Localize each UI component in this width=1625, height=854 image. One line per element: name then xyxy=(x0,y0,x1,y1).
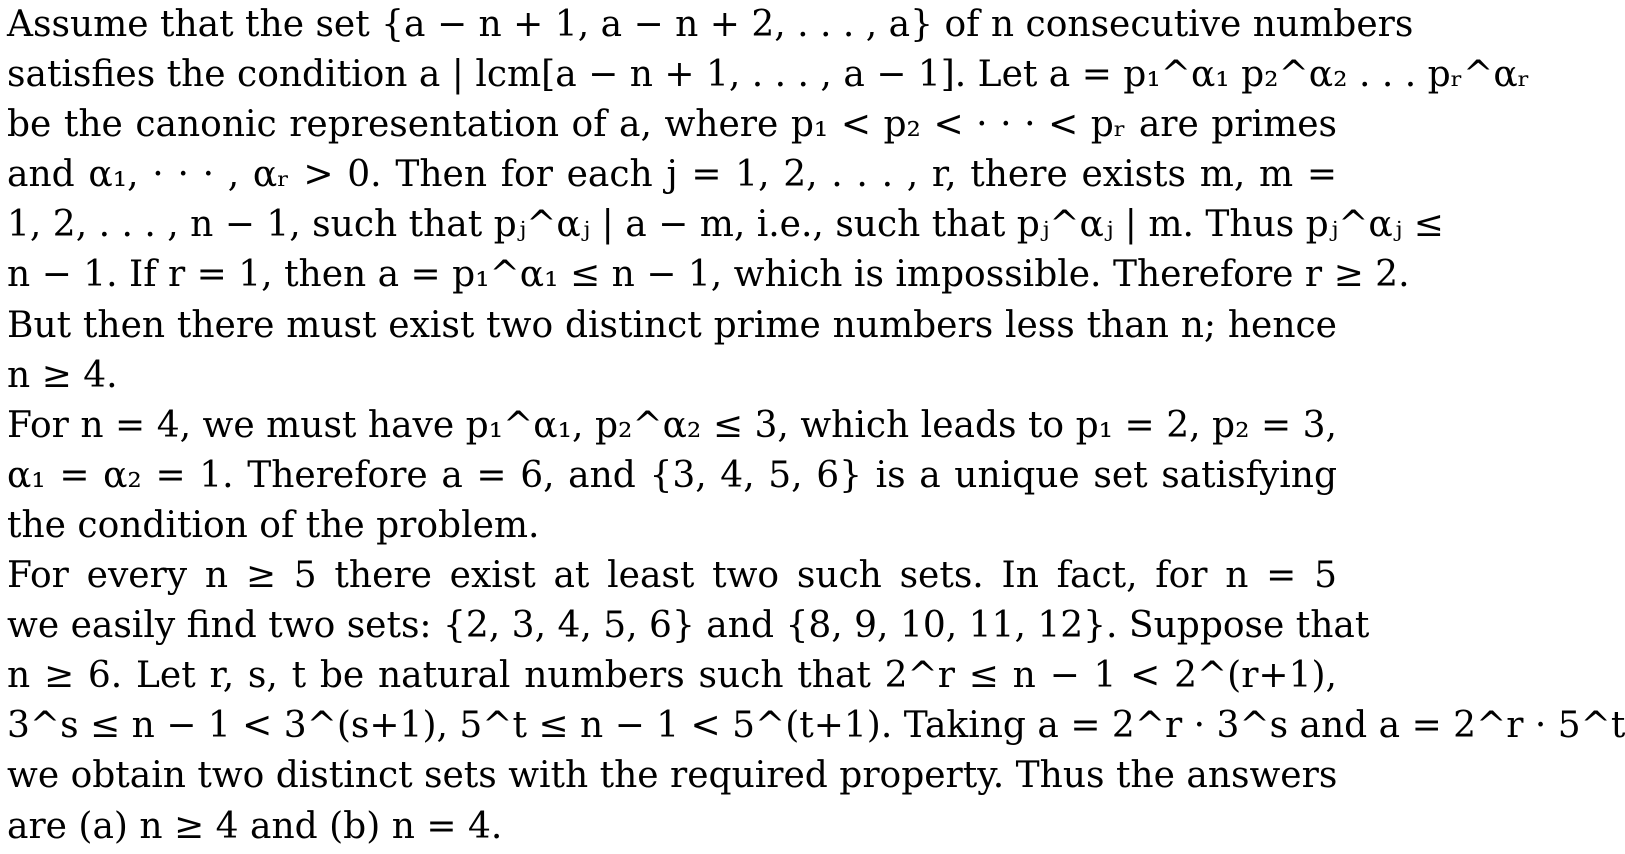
text-line: But then there must exist two distinct prime numbers less than n; hence xyxy=(7,304,1337,346)
text-line: For every n ≥ 5 there exist at least two such sets. In fact, for n = 5 xyxy=(7,555,1337,597)
text-line: we obtain two distinct sets with the required property. Thus the answers xyxy=(7,755,1338,797)
paragraph-case-n5-and-answer xyxy=(7,551,1625,852)
text-line: α₁ = α₂ = 1. Therefore a = 6, and {3, 4, 5, 6} is a unique set satisfying xyxy=(7,454,1337,496)
text-line: n ≥ 6. Let r, s, t be natural numbers such that 2^r ≤ n − 1 < 2^(r+1), xyxy=(7,655,1337,697)
text-line: Assume that the set {a − n + 1, a − n + 2, . . . , a} of n consecutive numbers xyxy=(7,4,1414,45)
paragraph-case-n4 xyxy=(7,401,1337,551)
text-line: be the canonic representation of a, where p₁ < p₂ < · · · < pᵣ are primes xyxy=(7,104,1337,146)
text-line: n − 1. If r = 1, then a = p₁^α₁ ≤ n − 1, which is impossible. Therefore r ≥ 2. xyxy=(7,254,1410,296)
text-line: satisfies the condition a | lcm[a − n + 1, . . . , a − 1]. Let a = p₁^α₁ p₂^α₂ . . . pᵣ^αᵣ xyxy=(7,54,1531,96)
text-line: are (a) n ≥ 4 and (b) n = 4. xyxy=(7,805,503,847)
text-line: we easily find two sets: {2, 3, 4, 5, 6} and {8, 9, 10, 11, 12}. Suppose that xyxy=(7,605,1370,647)
text-line: For n = 4, we must have p₁^α₁, p₂^α₂ ≤ 3, which leads to p₁ = 2, p₂ = 3, xyxy=(7,404,1337,446)
paragraph-proof xyxy=(7,0,1531,401)
text-line: 1, 2, . . . , n − 1, such that pⱼ^αⱼ | a − m, i.e., such that pⱼ^αⱼ | m. Thus pⱼ^αⱼ ≤ xyxy=(7,204,1444,246)
text-line: 3^s ≤ n − 1 < 3^(s+1), 5^t ≤ n − 1 < 5^(t+1). Taking a = 2^r · 3^s and a = 2^r · 5^t xyxy=(7,705,1625,747)
text-line: n ≥ 4. xyxy=(7,354,118,396)
text-line: the condition of the problem. xyxy=(7,504,540,546)
text-line: and α₁, · · · , αᵣ > 0. Then for each j = 1, 2, . . . , r, there exists m, m = xyxy=(7,154,1337,196)
